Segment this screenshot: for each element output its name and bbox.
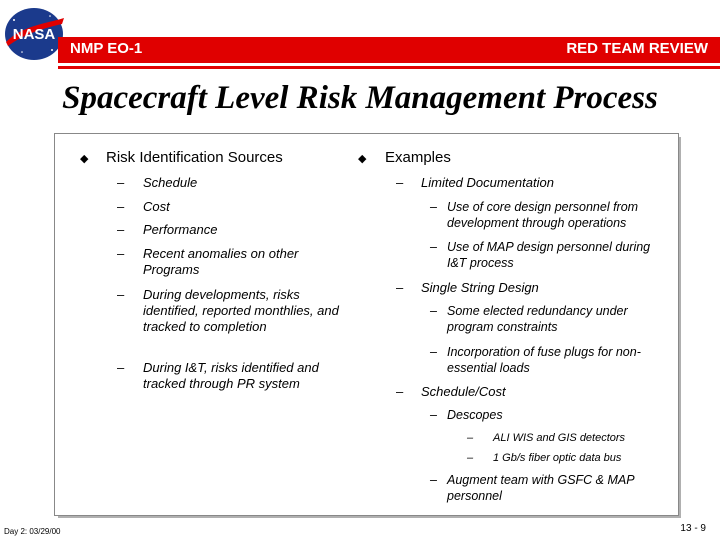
dash-icon: – bbox=[430, 200, 437, 214]
dash-icon: – bbox=[117, 360, 125, 375]
header-right-label: RED TEAM REVIEW bbox=[566, 40, 708, 57]
example-sub bbox=[430, 407, 670, 423]
footer-date: Day 2: 03/29/00 bbox=[4, 527, 61, 536]
page-title: Spacecraft Level Risk Management Process bbox=[62, 80, 658, 116]
right-heading: Examples bbox=[385, 149, 451, 166]
example-sub-text: Incorporation of fuse plugs for non-essential loads bbox=[447, 345, 641, 375]
dash-icon: – bbox=[430, 240, 437, 254]
header-left-label: NMP EO-1 bbox=[70, 40, 143, 57]
left-item: Schedule bbox=[143, 175, 198, 190]
left-item: Recent anomalies on other Programs bbox=[143, 246, 299, 277]
dash-icon: – bbox=[430, 304, 437, 318]
dash-icon: – bbox=[117, 175, 125, 190]
dash-icon: – bbox=[430, 473, 437, 487]
dash-icon: – bbox=[396, 280, 404, 295]
dash-icon: – bbox=[430, 345, 437, 359]
example-sub-text: Use of MAP design personnel during I&T process bbox=[447, 240, 651, 270]
left-item: During developments, risks identified, reported monthlies, and tracked to completion bbox=[143, 287, 339, 334]
dash-icon: – bbox=[117, 246, 125, 261]
example-label: Limited Documentation bbox=[421, 175, 554, 190]
example-sub bbox=[430, 199, 670, 231]
nasa-logo bbox=[2, 6, 66, 62]
example-sub bbox=[430, 472, 670, 504]
example-sub-text: Augment team with GSFC & MAP personnel bbox=[447, 473, 635, 503]
header-divider bbox=[58, 66, 720, 69]
descope-item: 1 Gb/s fiber optic data bus bbox=[493, 452, 622, 464]
example-sub bbox=[430, 344, 670, 376]
descope-item: ALI WIS and GIS detectors bbox=[493, 432, 626, 444]
example-sub-text: Use of core design personnel from development through operations bbox=[447, 200, 639, 230]
dash-icon: – bbox=[117, 287, 125, 302]
dash-icon: – bbox=[467, 432, 474, 444]
bullet-icon: ◆ bbox=[358, 153, 367, 165]
example-sub-text: Descopes bbox=[447, 408, 503, 422]
left-item: Performance bbox=[143, 222, 218, 237]
example-label: Single String Design bbox=[421, 280, 539, 295]
example-label: Schedule/Cost bbox=[421, 384, 506, 399]
left-item: Cost bbox=[143, 199, 170, 214]
dash-icon: – bbox=[396, 175, 404, 190]
dash-icon: – bbox=[430, 408, 437, 422]
logo-text: NASA bbox=[12, 26, 56, 43]
dash-icon: – bbox=[117, 222, 125, 237]
example-sub bbox=[430, 239, 670, 271]
page-number: 13 - 9 bbox=[680, 523, 706, 534]
example-sub bbox=[430, 303, 670, 335]
left-heading: Risk Identification Sources bbox=[106, 149, 283, 166]
left-item: During I&T, risks identified and tracked through PR system bbox=[143, 360, 319, 391]
dash-icon: – bbox=[467, 452, 474, 464]
example-sub-text: Some elected redundancy under program constraints bbox=[447, 304, 628, 334]
bullet-icon: ◆ bbox=[80, 153, 89, 165]
dash-icon: – bbox=[396, 384, 404, 399]
dash-icon: – bbox=[117, 199, 125, 214]
